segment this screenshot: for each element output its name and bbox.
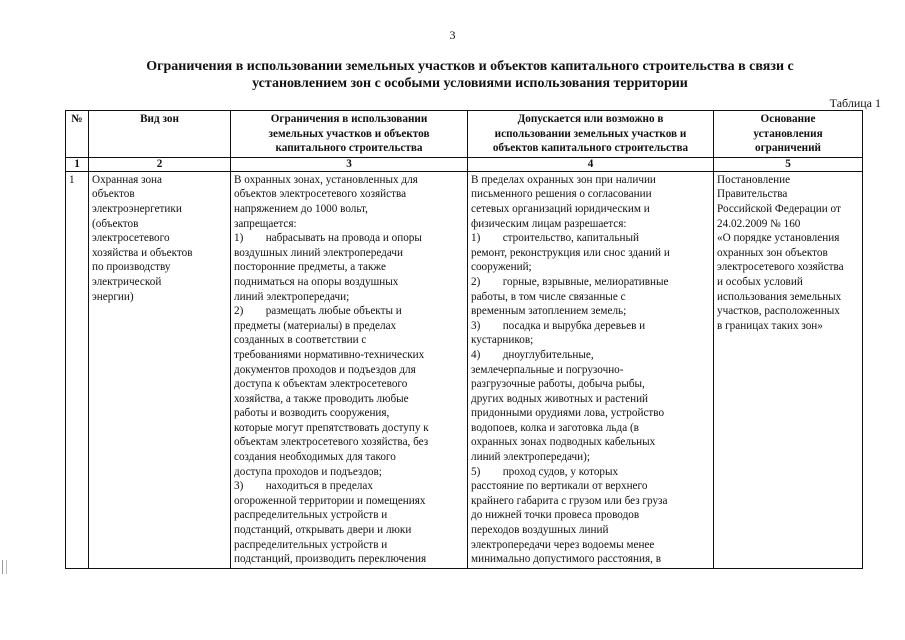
cell-text-line: 3) находиться в пределах [234,480,373,493]
cell-text-line: физическим лицам разрешается: [471,217,627,230]
table-row [66,171,863,568]
cell-text-line: Охранная зона [92,173,163,186]
cell-text-line: электропередачи через водоемы менее [471,538,655,551]
column-number: 4 [468,157,714,171]
document-title-line: установлением зон с особыми условиями использования территории [252,76,688,91]
cell-text-line: распределительных устройств и [234,538,388,551]
cell-text-line: Правительства [717,188,788,201]
cell-text-line: созданных в соответствии с [234,334,367,347]
cell-text-line: придонными орудиями лова, устройство [471,407,665,420]
header-line: объектов капитального строительства [492,142,689,155]
header-line: ограничений [755,142,821,155]
cell-text-line: электроэнергетики [92,202,182,215]
cell-text-line: 24.02.2009 № 160 [717,217,801,230]
cell-text-line: огороженной территории и помещениях [234,494,426,507]
header-line: Допускается или возможно в [517,113,664,125]
cell-text-line: хозяйства и объектов [92,246,193,259]
cell-text-line: распределительных устройств и [234,509,388,522]
table-label: Таблица 1 [829,96,881,110]
cell-text-line: других водных животных и растений [471,392,649,405]
header-line: Основание [760,113,816,125]
cell-text-line: «О порядке установления [717,232,840,245]
cell-text-line: электросетевого [92,232,170,245]
cell-text-line: сетевых организаций юридическим и [471,202,650,215]
column-number: 5 [714,157,863,171]
cell-text-line: объектам электросетевого хозяйства, без [234,436,429,449]
header-restrictions [231,111,468,158]
cell-text-line: создания необходимых для такого [234,451,396,464]
cell-text-line: объектов [92,188,135,201]
cell-text-line: разгрузочные работы, добыча рыбы, [471,378,645,391]
cell-text-line: В пределах охранных зон при наличии [471,173,656,186]
cell-text-line: Российской Федерации от [717,202,841,215]
column-number: 1 [66,157,89,171]
zone-type-cell [89,171,231,568]
cell-text-line: 1) строительство, капитальный [471,232,639,245]
cell-text-line: временным затоплением земель; [471,305,627,318]
header-zone: Вид зон [89,111,231,158]
cell-text-line: использования земельных [717,290,842,303]
cell-text-line: (объектов [92,217,139,230]
cell-text-line: линий электропередачи); [471,451,590,464]
cell-text-line: ремонт, реконструкция или снос зданий и [471,246,670,259]
allowed-cell [468,171,714,568]
cell-text-line: минимально допустимого расстояния, в [471,553,662,566]
restrictions-cell [231,171,468,568]
cell-text-line: в границах таких зон» [717,319,823,332]
basis-cell [714,171,863,568]
cell-text-line: энергии) [92,290,134,303]
restrictions-table [65,110,863,569]
cell-text-line: расстояние по вертикали от верхнего [471,480,648,493]
cell-text-line: 3) посадка и вырубка деревьев и [471,319,646,332]
cell-text-line: крайнего габарита с грузом или без груза [471,494,668,507]
cell-text-line: и особых условий [717,275,803,288]
cell-text-line: письменного решения о согласовании [471,188,652,201]
cell-text-line: работы, в том числе связанные с [471,290,626,303]
cell-text-line: участков, расположенных [717,305,840,318]
cell-text-line: работы и возводить сооружения, [234,407,390,420]
cell-text-line: В охранных зонах, установленных для [234,173,418,186]
cell-text-line: подстанций, открывать двери и люки [234,524,412,537]
cell-text-line: напряжением до 1000 вольт, [234,202,368,215]
column-number: 3 [231,157,468,171]
header-num: № [66,111,89,158]
cell-text-line: хозяйства, а также проводить любые [234,392,409,405]
cell-text-line: 5) проход судов, у которых [471,465,619,478]
cell-text-line: воздушных линий электропередачи [234,246,403,259]
cell-text-line: доступа к объектам электросетевого [234,378,408,391]
document-title-line: Ограничения в использовании земельных участков и объектов капитального строительства в связи с [146,59,794,74]
header-line: Ограничения в использовании [270,113,428,125]
row-number: 1 [66,171,89,568]
scan-edge-mark [2,560,7,574]
header-row [66,111,863,158]
cell-text-line: сооружений; [471,261,532,274]
cell-text-line: электросетевого хозяйства [717,261,844,274]
cell-text-line: переходов воздушных линий [471,524,609,537]
header-basis [714,111,863,158]
cell-text-line: охранных зонах подводных кабельных [471,436,656,449]
header-allowed [468,111,714,158]
cell-text-line: 4) дноуглубительные, [471,348,594,361]
cell-text-line: запрещается: [234,217,297,230]
cell-text-line: Постановление [717,173,791,186]
cell-text-line: линий электропередачи; [234,290,350,303]
page-number: 3 [449,28,456,42]
cell-text-line: 2) горные, взрывные, мелиоративные [471,275,669,288]
cell-text-line: подстанций, производить переключения [234,553,427,566]
header-line: установления [753,127,823,140]
header-line: земельных участков и объектов [268,127,430,140]
header-line: капитального строительства [275,142,423,155]
header-line: использовании земельных участков и [494,127,687,140]
cell-text-line: которые могут препятствовать доступу к [234,421,429,434]
cell-text-line: до нижней точки провеса проводов [471,509,640,522]
cell-text-line: электрической [92,275,162,288]
cell-text-line: объектов электросетевого хозяйства [234,188,407,201]
cell-text-line: предметы (материалы) в пределах [234,319,397,332]
cell-text-line: по производству [92,261,171,274]
cell-text-line: землечерпальные и погрузочно- [471,363,624,376]
cell-text-line: доступа проходов и подъездов; [234,465,382,478]
cell-text-line: 2) размещать любые объекты и [234,305,402,318]
cell-text-line: документов проходов и подъездов для [234,363,416,376]
cell-text-line: кустарников; [471,334,534,347]
cell-text-line: подниматься на опоры воздушных [234,275,399,288]
column-number: 2 [89,157,231,171]
cell-text-line: 1) набрасывать на провода и опоры [234,232,422,245]
cell-text-line: требованиями нормативно-технических [234,348,425,361]
cell-text-line: посторонние предметы, а также [234,261,386,274]
cell-text-line: водопоев, колка и заготовка льда (в [471,421,639,434]
document-title [90,58,850,92]
cell-text-line: охранных зон объектов [717,246,828,259]
column-number-row [66,157,863,171]
